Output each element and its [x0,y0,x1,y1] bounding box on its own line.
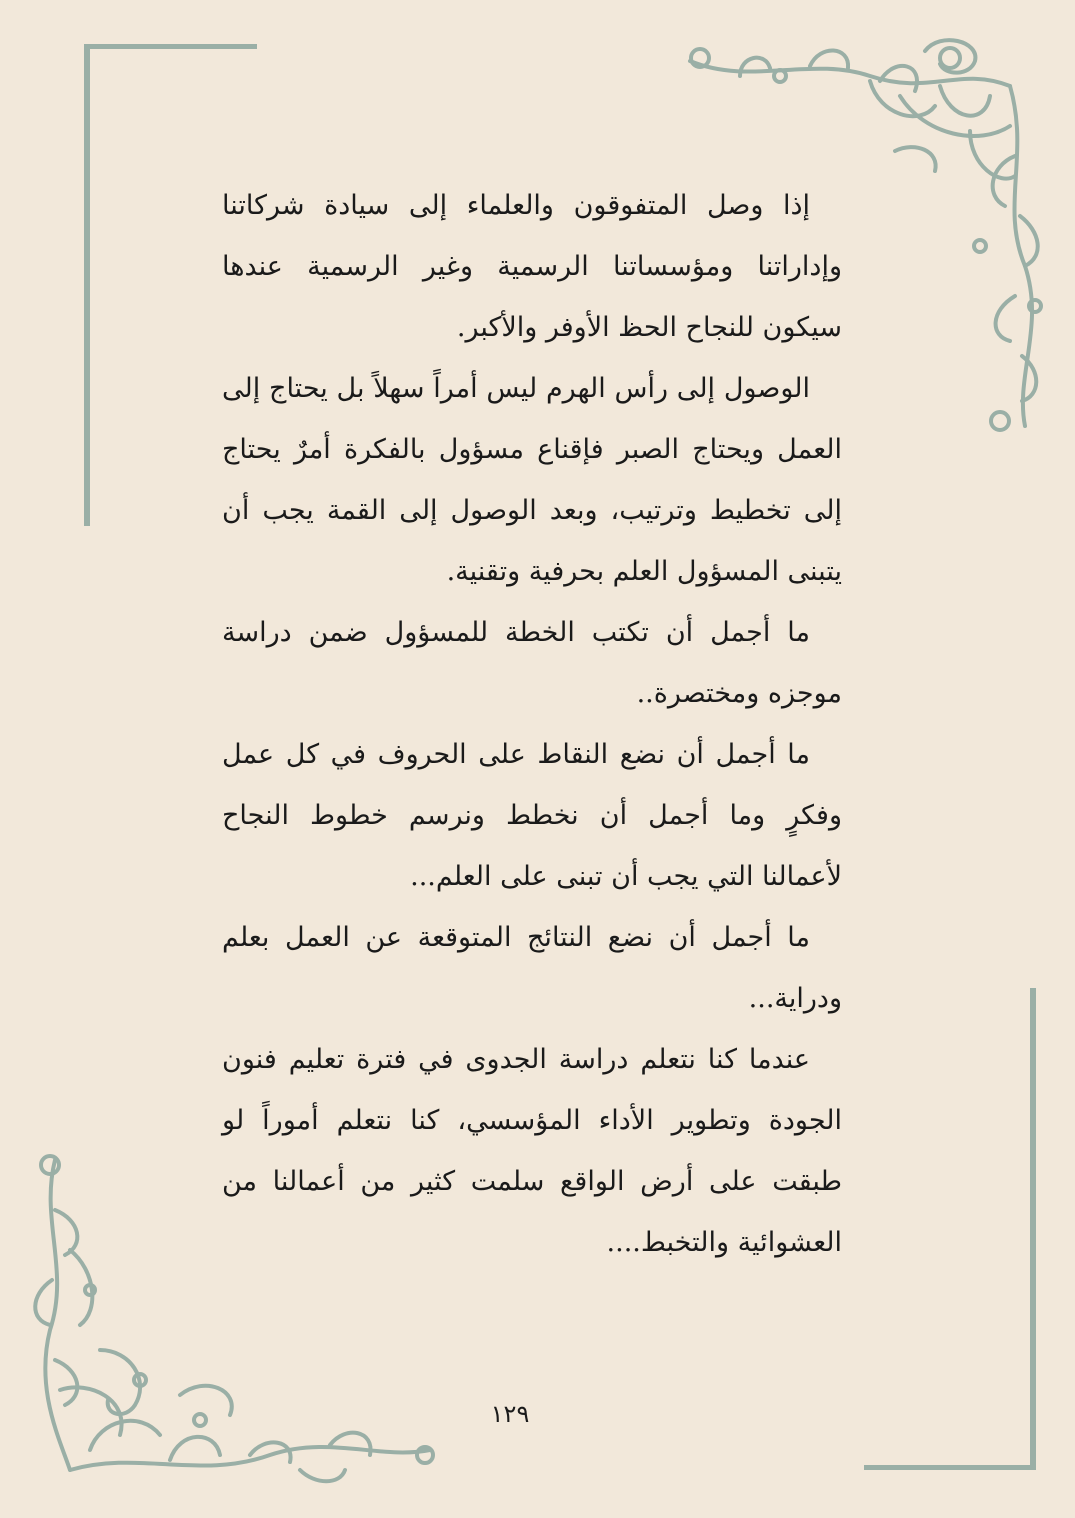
paragraph-3: ما أجمل أن تكتب الخطة للمسؤول ضمن دراسة موجزه ومختصرة.. [222,617,842,709]
page-number: ١٢٩ [490,1400,530,1428]
frame-top-left-vertical [84,44,90,526]
paragraph-6: عندما كنا نتعلم دراسة الجدوى في فترة تعليم فنون الجودة وتطوير الأداء المؤسسي، كنا نتعلم أموراً لو طبقت على أرض الواقع سلمت كثير من أعمالنا من العشوائية والتخبط.... [222,1044,842,1258]
paragraph-4: ما أجمل أن نضع النقاط على الحروف في كل عمل وفكرٍ وما أجمل أن نخطط ونرسم خطوط النجاح لأعمالنا التي يجب أن تبنى على العلم... [222,739,842,892]
frame-bottom-right-horizontal [864,1465,1036,1470]
frame-top-left-horizontal [84,44,257,49]
article-text [222,175,842,1273]
frame-bottom-right-vertical [1030,988,1036,1470]
paragraph-2: الوصول إلى رأس الهرم ليس أمراً سهلاً بل يحتاج إلى العمل ويحتاج الصبر فإقناع مسؤول بالفكرة أمرٌ يحتاج إلى تخطيط وترتيب، وبعد الوصول إلى القمة يجب أن يتبنى المسؤول العلم بحرفية وتقنية. [222,373,842,587]
paragraph-1: إذا وصل المتفوقون والعلماء إلى سيادة شركاتنا وإداراتنا ومؤسساتنا الرسمية وغير الرسمية عندها سيكون للنجاح الحظ الأوفر والأكبر. [222,190,842,343]
paragraph-5: ما أجمل أن نضع النتائج المتوقعة عن العمل بعلم ودراية... [222,922,842,1014]
